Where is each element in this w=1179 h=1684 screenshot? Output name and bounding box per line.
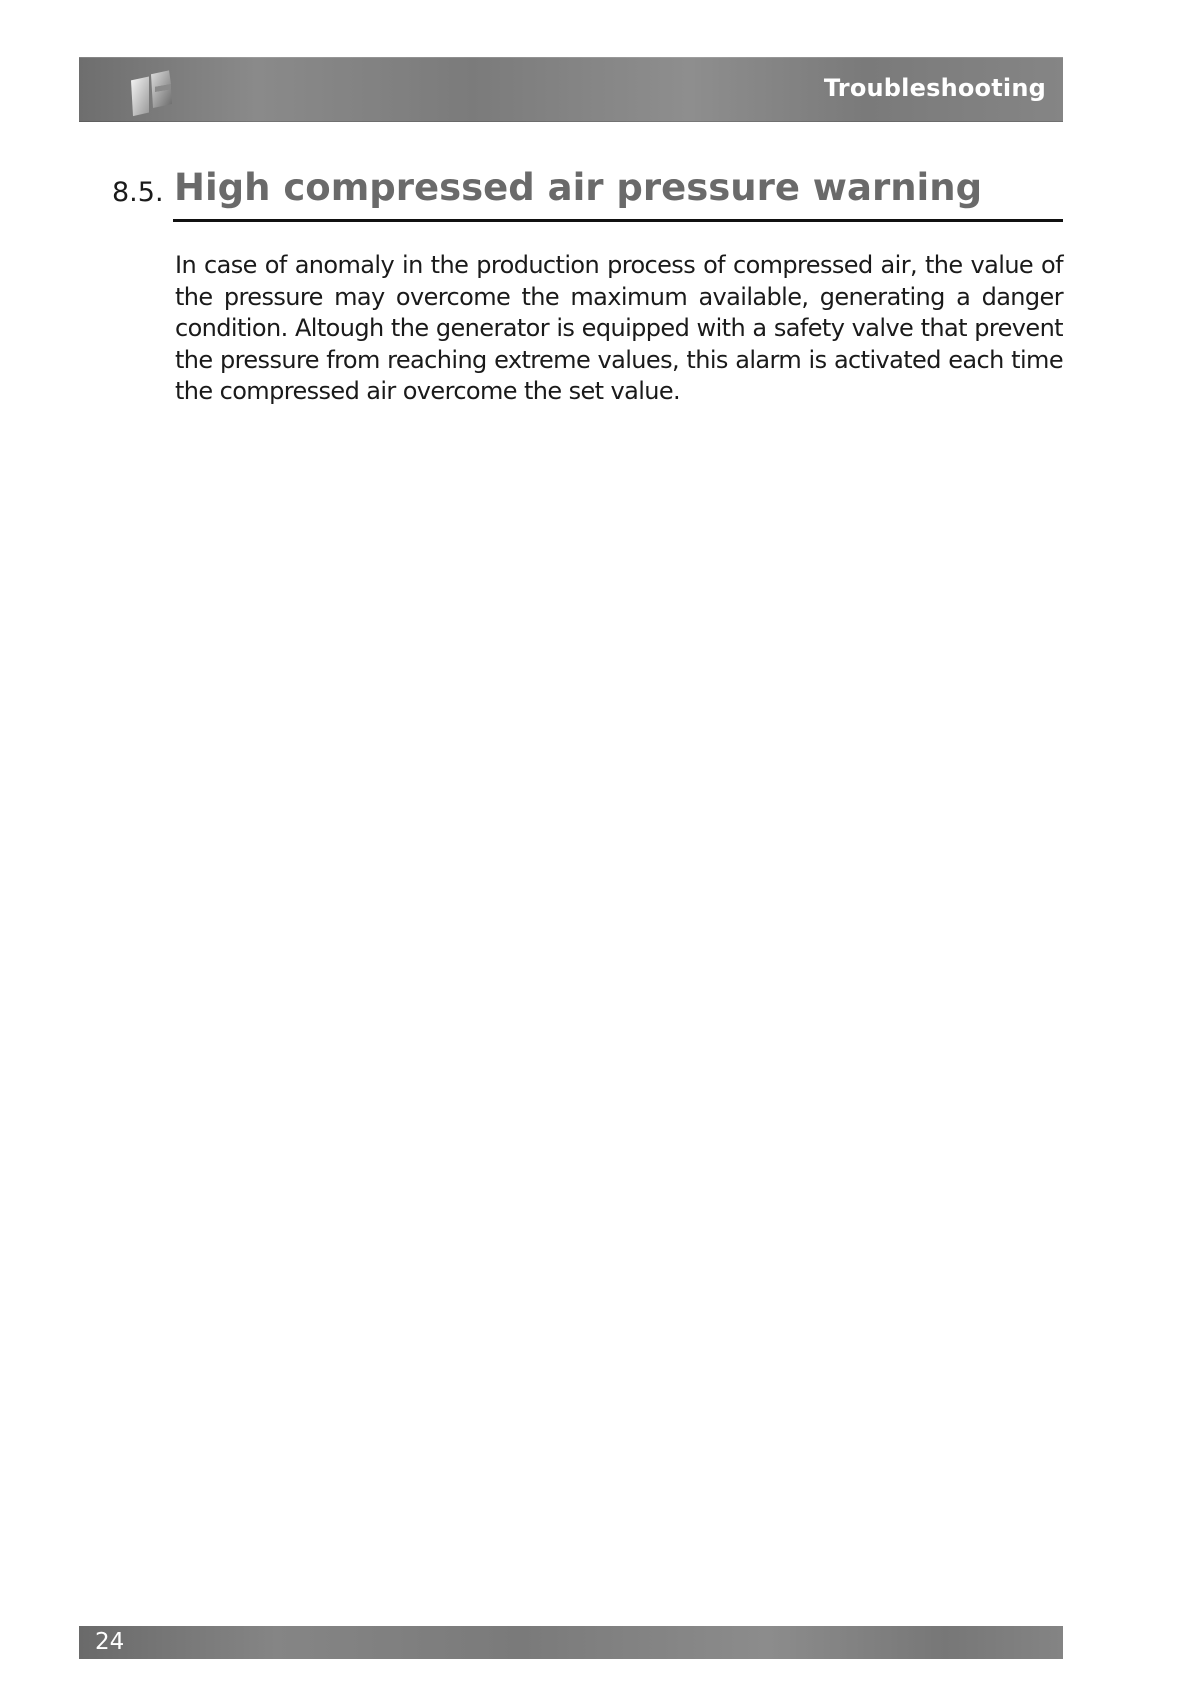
- header-title: Troubleshooting: [823, 74, 1046, 102]
- brand-logo-icon: [125, 65, 181, 117]
- title-divider: [173, 219, 1063, 222]
- section-number: 8.5.: [112, 177, 164, 208]
- page-number: 24: [95, 1629, 125, 1655]
- header-bar: [79, 57, 1063, 122]
- body-paragraph: In case of anomaly in the production process of compressed air, the value of the pressure may overcome the maximum available, generating a danger condition. Altough the generator is equipped with a safety valve that prevent the pressure from reaching extreme values, this alarm is activated each time the compressed air overcome the set value.: [175, 251, 1063, 405]
- section-title: High compressed air pressure warning: [174, 166, 983, 209]
- footer-bar: [79, 1626, 1063, 1659]
